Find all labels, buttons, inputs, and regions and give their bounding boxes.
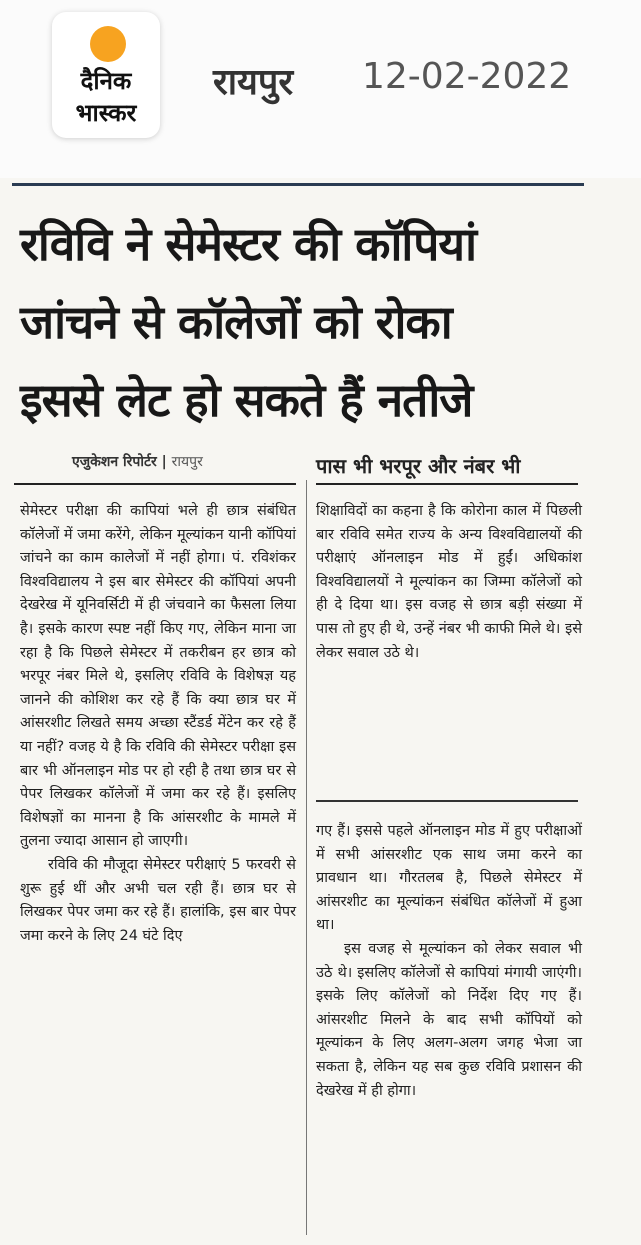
column1-paragraph1: सेमेस्टर परीक्षा की कापियां भले ही छात्र संबंधित कॉलेजों में जमा करेंगे, लेकिन मूल्यांकन यानी कॉपियां जांचने का काम कालेजों में नहीं होगा। पं. रविशंकर विश्वविद्यालय ने इस बार सेमेस्टर की कॉपियां अपनी देखरेख में यूनिवर्सिटी में ही जंचवाने का फैसला लिया है। इसके कारण स्पष्ट नहीं किए गए, लेकिन माना जा रहा है कि पिछले सेमेस्टर में तकरीबन हर छात्र को भरपूर नंबर मिले थे, इसलिए रविवि के विशेषज्ञ यह जानने की कोशिश कर रहे हैं कि क्या छात्र घर में आंसरशीट लिखते समय अच्छा स्टैंडर्ड मेंटेन कर रहे हैं या नहीं? वजह ये है कि रविवि की सेमेस्टर परीक्षा इस बार भी ऑनलाइन मोड पर हो रही है तथा छात्र घर से पेपर लिखकर कॉलेजों में जमा कर रहे हैं। इसलिए विशेषज्ञों का मानना है कि आंसरशीट के मामले में तुलना ज्यादा आसान हो जाएगी। [20,503,296,850]
article-column2-top [316,500,582,665]
column2-bottom-paragraph1: गए हैं। इससे पहले ऑनलाइन मोड में हुए परीक्षाओं में सभी आंसरशीट एक साथ जमा करने का प्रावधान था। गौरतलब है, पिछले सेमेस्टर में आंसरशीट का मूल्यांकन संबंधित कॉलेजों में हुआ था। [316,823,582,934]
dainik-bhaskar-logo [52,12,160,138]
subheading: पास भी भरपूर और नंबर भी [316,454,521,478]
headline-line2: जांचने से कॉलेजों को रोका [20,295,452,349]
edition-city: रायपुर [213,62,294,103]
column2-top-paragraph: शिक्षाविदों का कहना है कि कोरोना काल में पिछली बार रविवि समेत राज्य के अन्य विश्वविद्यालयों की परीक्षाएं ऑनलाइन मोड में हुईं। अधिकांश विश्वविद्यालयों ने मूल्यांकन का जिम्मा कॉलेजों को ही दे दिया था। इस वजह से छात्र बड़ी संख्या में पास तो हुए ही थे, उन्हें नंबर भी काफी मिले थे। इसे लेकर सवाल उठे थे। [316,503,582,661]
headline-line1: रविवि ने सेमेस्टर की कॉपियां [20,217,476,271]
byline-city: रायपुर [171,454,203,470]
column2-top-rule [316,483,578,485]
logo-text-line1: दैनिक [80,66,132,95]
column1-paragraph2: रविवि की मौजूदा सेमेस्टर परीक्षाएं 5 फरवरी से शुरू हुई थीं और अभी चल रही हैं। छात्र घर से लिखकर पेपर जमा कर रहे हैं। हालांकि, इस बार पेपर जमा करने के लिए 24 घंटे दिए [20,856,296,944]
byline-reporter: एजुकेशन रिपोर्टर [72,454,157,470]
article-column2-bottom [316,820,582,1103]
column2-bottom-paragraph2: इस वजह से मूल्यांकन को लेकर सवाल भी उठे थे। इसलिए कॉलेजों से कापियां मंगायी जाएंगी। इसके लिए कॉलेजों को निर्देश दिए गए हैं। आंसरशीट मिलने के बाद सभी कॉपियों को मूल्यांकन के लिए अलग-अलग जगह भेजा जा सकता है, लेकिन यह सब कुछ रविवि प्रशासन की देखरेख में ही होगा। [316,940,582,1099]
column2-mid-rule [316,800,578,802]
top-rule [12,183,584,186]
source-header [0,0,641,178]
column-divider [306,480,307,1235]
edition-date: 12-02-2022 [362,56,572,97]
column1-top-rule [14,483,296,485]
byline [72,452,203,471]
article-column1 [20,500,296,948]
article-headline [20,205,620,439]
logo-text-line2: भास्कर [75,98,137,127]
byline-separator: | [161,454,167,470]
headline-line3: इससे लेट हो सकते हैं नतीजे [20,373,473,427]
sun-icon [90,26,126,62]
